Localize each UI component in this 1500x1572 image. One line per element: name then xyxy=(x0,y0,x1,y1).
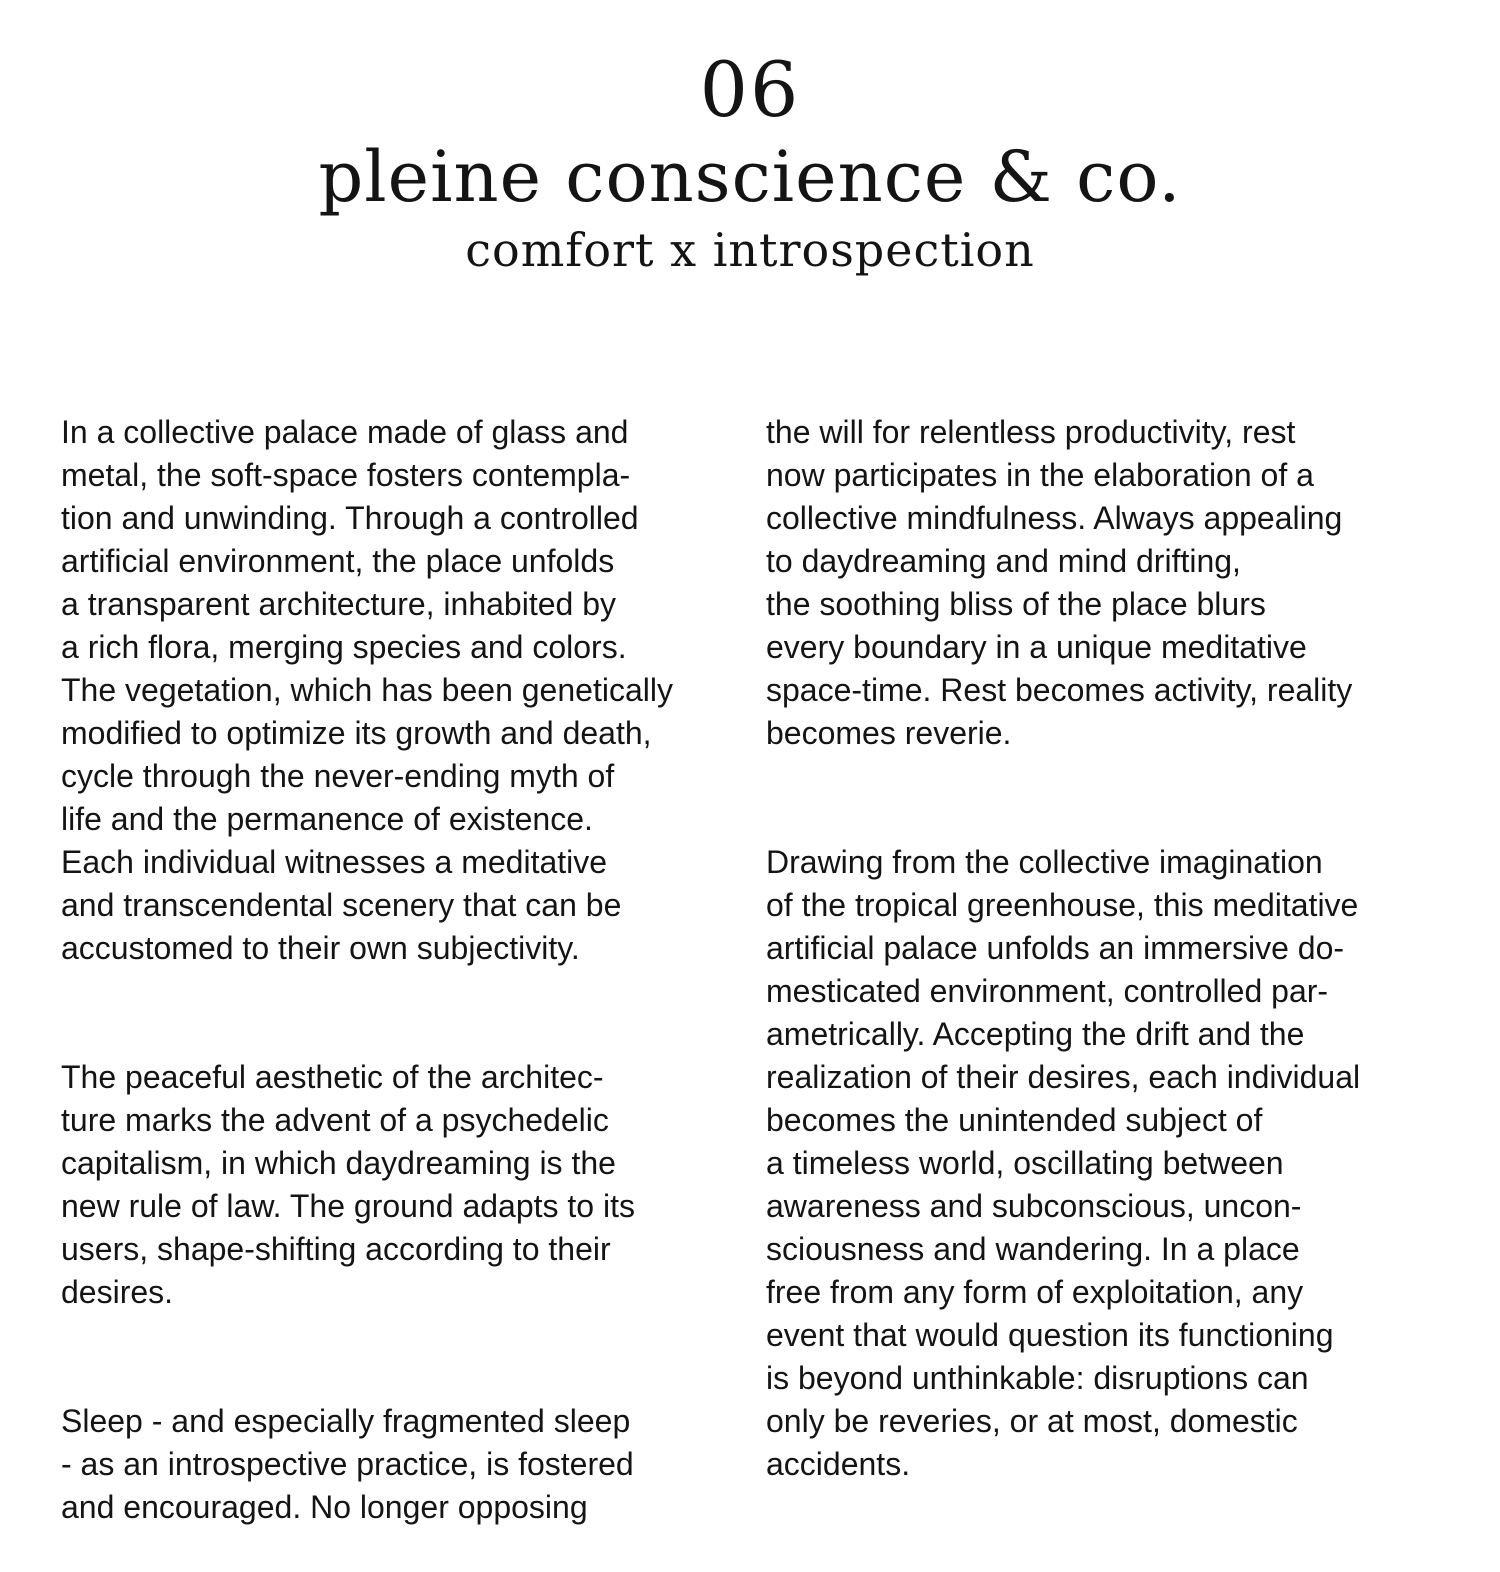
right-text-column xyxy=(766,368,1466,1529)
paragraph: Drawing from the collective imagination of the tropical greenhouse, this meditative artificial palace unfolds an immersive do- mesticated environment, controlled par- ametrically. Accepting the drift and the realization of their desires, each individual becomes the unintended subject of a timeless world, oscillating between awareness and subconscious, uncon- sciousness and wandering. In a place free from any form of exploitation, any event that would question its functioning is beyond unthinkable: disruptions can only be reveries, or at most, domestic accidents. xyxy=(766,844,1361,1482)
paragraph: Sleep - and especially fragmented sleep - as an introspective practice, is fostered and encouraged. No longer opposing xyxy=(61,1403,634,1525)
paragraph: the will for relentless productivity, rest now participates in the elaboration of a collective mindfulness. Always appealing to daydreaming and mind drifting, the soothing bliss of the place blurs every boundary in a unique meditative space-time. Rest becomes activity, reality becomes reverie. xyxy=(766,414,1353,751)
page-title: pleine conscience & co. xyxy=(318,136,1182,218)
page-subtitle: comfort x introspection xyxy=(465,223,1035,277)
paragraph: In a collective palace made of glass and metal, the soft-space fosters contempla- tion and unwinding. Through a controlled artificial environment, the place unfolds a transparent architecture, inhabited by a rich flora, merging species and colors. The vegetation, which has been genetically modified to optimize its growth and death, cycle through the never-ending myth of life and the permanence of existence. Each individual witnesses a meditative and transcendental scenery that can be accustomed to their own subjectivity. xyxy=(61,414,673,966)
chapter-number: 06 xyxy=(699,45,801,134)
left-text-column xyxy=(61,368,751,1572)
paragraph: The peaceful aesthetic of the architec- ture marks the advent of a psychedelic capitalism, in which daydreaming is the new rule of law. The ground adapts to its users, shape-shifting according to their desires. xyxy=(61,1059,635,1310)
